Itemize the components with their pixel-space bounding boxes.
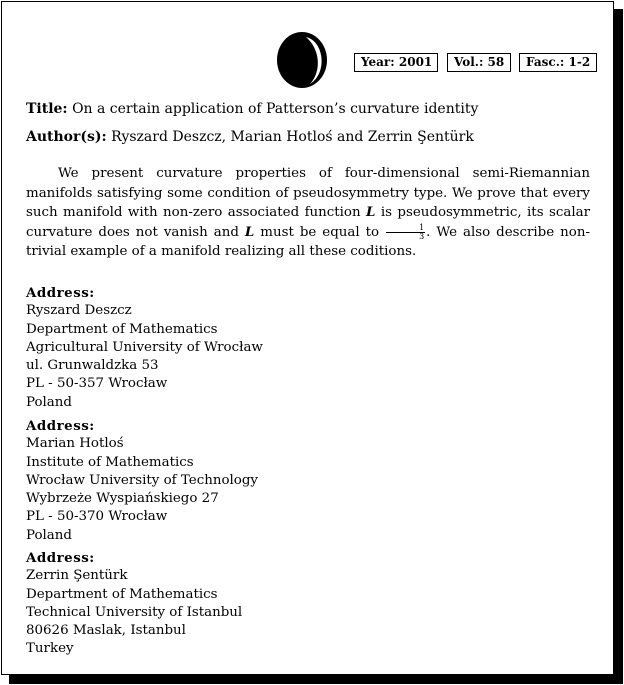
address-line: ul. Grunwaldzka 53 bbox=[26, 358, 159, 374]
address-line: Institute of Mathematics bbox=[26, 454, 194, 470]
address-line: Department of Mathematics bbox=[26, 321, 218, 337]
address-block bbox=[26, 417, 258, 545]
authors-text: Ryszard Deszcz, Marian Hotloś and Zerrin Şentürk bbox=[111, 129, 474, 145]
address-block bbox=[26, 549, 242, 659]
fraction-numerator: 1 bbox=[386, 224, 425, 233]
page-shadow-bottom bbox=[9, 675, 623, 684]
title-label: Title: bbox=[26, 101, 68, 117]
address-line: 80626 Maslak, Istanbul bbox=[26, 623, 186, 639]
address-line: PL - 50-370 Wrocław bbox=[26, 509, 168, 525]
address-line: Agricultural University of Wrocław bbox=[26, 339, 263, 355]
address-line: Poland bbox=[26, 394, 72, 410]
address-line: Technical University of Istanbul bbox=[26, 604, 243, 620]
abstract bbox=[26, 164, 590, 262]
address-line: Department of Mathematics bbox=[26, 586, 218, 602]
page-shadow-right bbox=[614, 9, 623, 684]
abstract-variable-l-2: L bbox=[244, 223, 255, 240]
fraction-denominator: 3 bbox=[419, 231, 425, 241]
address-line: Marian Hotloś bbox=[26, 436, 124, 452]
title-text: On a certain application of Patterson’s curvature identity bbox=[72, 101, 479, 117]
authors-line bbox=[26, 129, 474, 145]
abstract-part-3: must be equal to bbox=[254, 224, 386, 240]
title-line bbox=[26, 101, 478, 117]
authors-label: Author(s): bbox=[26, 129, 107, 145]
abstract-part-1: We present curvature properties of four-dimensional semi-Riemannian manifolds satisfying some condition of pseudosymmetry type. We prove that every such manifold with non-zero associated function bbox=[26, 166, 590, 220]
volume-badge: Vol.: 58 bbox=[447, 53, 511, 72]
address-heading: Address: bbox=[26, 418, 95, 434]
address-line: Ryszard Deszcz bbox=[26, 303, 132, 319]
address-line: PL - 50-357 Wrocław bbox=[26, 376, 168, 392]
journal-logo-icon bbox=[276, 31, 328, 89]
address-block bbox=[26, 284, 263, 412]
year-badge: Year: 2001 bbox=[354, 53, 438, 72]
address-line: Zerrin Şentürk bbox=[26, 568, 128, 584]
address-line: Wybrzeże Wyspiańskiego 27 bbox=[26, 491, 219, 507]
abstract-part-2: is pseudosymmetric, its scalar curvature does not vanish and bbox=[26, 205, 590, 240]
address-line: Wrocław University of Technology bbox=[26, 472, 258, 488]
fraction-one-third bbox=[386, 224, 425, 241]
fascicle-badge: Fasc.: 1-2 bbox=[519, 53, 597, 72]
address-heading: Address: bbox=[26, 285, 95, 301]
abstract-part-4: . We also describe non-trivial example of a manifold realizing all these coditions. bbox=[26, 224, 590, 259]
abstract-variable-l: L bbox=[366, 204, 376, 220]
address-heading: Address: bbox=[26, 550, 95, 566]
address-line: Poland bbox=[26, 527, 72, 543]
address-line: Turkey bbox=[26, 641, 74, 657]
